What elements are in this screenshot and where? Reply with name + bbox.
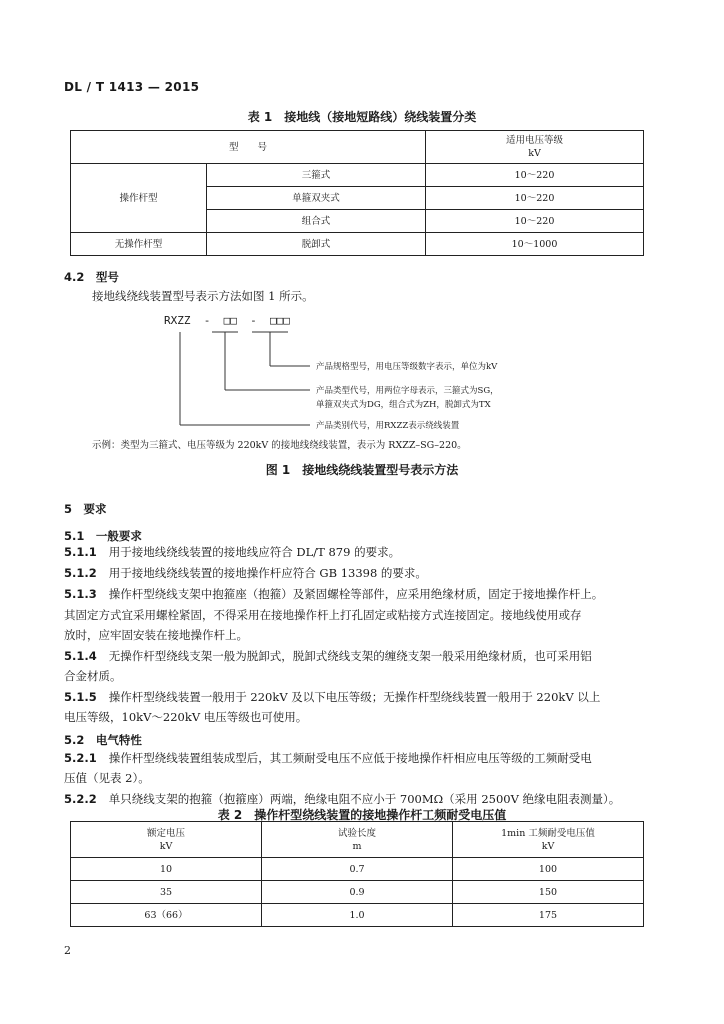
clause-text: 操作杆型绕线支架中抱箍座（抱箍）及紧固螺栓等部件，应采用绝缘材质，固定于接地操作杆上。 (108, 587, 604, 601)
section-5-heading: 5 要求 (64, 502, 107, 516)
section-4-2-intro: 接地线绕线装置型号表示方法如图 1 所示。 (92, 289, 314, 303)
clause-5-1-4-line2: 合金材质。 (64, 669, 122, 683)
type-code-description-cont: 单箍双夹式为DG，组合式为ZH，脱卸式为TX (316, 400, 491, 410)
test-length: 1.0 (262, 904, 453, 927)
voltage-range: 10～220 (426, 187, 644, 210)
type-name: 单箍双夹式 (207, 187, 426, 210)
voltage-range: 10～220 (426, 164, 644, 187)
table-row (71, 858, 644, 881)
clause-text: 无操作杆型绕线支架一般为脱卸式，脱卸式绕线支架的缠绕支架一般采用绝缘材质，也可采用铝 (108, 649, 592, 663)
rated-voltage: 35 (71, 881, 262, 904)
clause-number: 5.1.5 (64, 690, 97, 704)
page-number: 2 (64, 944, 71, 957)
header-unit: kV (541, 840, 555, 852)
clause-5-1-5 (64, 687, 600, 707)
table2-caption: 表 2 操作杆型绕线装置的接地操作杆工频耐受电压值 (217, 808, 507, 822)
header-rated-voltage (71, 822, 262, 858)
test-length: 0.9 (262, 881, 453, 904)
header-unit: m (352, 840, 362, 852)
header-type: 型 号 (71, 131, 426, 164)
group-with-rod: 操作杆型 (71, 164, 207, 233)
withstand-voltage: 100 (453, 858, 644, 881)
clause-text: 操作杆型绕线装置组装成型后，其工频耐受电压不应低于接地操作杆相应电压等级的工频耐受电 (108, 751, 592, 765)
clause-number: 5.1.3 (64, 587, 97, 601)
clause-5-2-1-line2: 压值（见表 2）。 (64, 771, 150, 785)
clause-number: 5.1.2 (64, 566, 97, 580)
section-5-2-heading: 5.2 电气特性 (64, 733, 142, 747)
type-name: 组合式 (207, 210, 426, 233)
rated-voltage: 10 (71, 858, 262, 881)
table-row (71, 904, 644, 927)
clause-number: 5.1.1 (64, 545, 97, 559)
header-voltage-label: 适用电压等级 (506, 135, 564, 146)
clause-text: 用于接地线绕线装置的接地线应符合 DL/T 879 的要求。 (108, 545, 401, 559)
clause-number: 5.1.4 (64, 649, 97, 663)
clause-5-1-3-line2: 其固定方式宜采用螺栓紧固，不得采用在接地操作杆上打孔固定或粘接方式连接固定。接地线使用或存 (64, 608, 582, 622)
clause-5-1-4 (64, 646, 592, 666)
header-voltage-unit: kV (528, 148, 541, 159)
clause-5-1-2 (64, 563, 427, 583)
section-4-2-heading: 4.2 型号 (64, 270, 119, 284)
withstand-voltage: 150 (453, 881, 644, 904)
withstand-voltage-table (70, 821, 644, 927)
header-withstand-voltage (453, 822, 644, 858)
header-test-length (262, 822, 453, 858)
clause-5-1-5-line2: 电压等级，10kV～220kV 电压等级也可使用。 (64, 710, 308, 724)
clause-text: 操作杆型绕线装置一般用于 220kV 及以下电压等级；无操作杆型绕线装置一般用于 220kV 以上 (108, 690, 601, 704)
header-unit: kV (159, 840, 173, 852)
header-label: 试验长度 (337, 827, 376, 839)
model-code-pattern: RXZZ - □□ - □□□ (164, 314, 290, 327)
clause-text: 用于接地线绕线装置的接地操作杆应符合 GB 13398 的要求。 (108, 566, 427, 580)
table1-caption: 表 1 接地线（接地短路线）绕线装置分类 (247, 110, 477, 124)
voltage-range: 10～220 (426, 210, 644, 233)
test-length: 0.7 (262, 858, 453, 881)
clause-5-1-3-line3: 放时，应牢固安装在接地操作杆上。 (64, 628, 248, 642)
voltage-range: 10～1000 (426, 233, 644, 256)
model-code-example: 示例：类型为三箍式、电压等级为 220kV 的接地线绕线装置，表示为 RXZZ–SG–220。 (92, 440, 467, 451)
figure1-caption: 图 1 接地线绕线装置型号表示方法 (265, 463, 459, 477)
type-name: 三箍式 (207, 164, 426, 187)
rated-voltage: 63（66） (71, 904, 262, 927)
table-row (71, 881, 644, 904)
category-code-description: 产品类别代号，用RXZZ表示绕线装置 (316, 421, 460, 431)
clause-number: 5.2.1 (64, 751, 97, 765)
header-label: 1min 工频耐受电压值 (501, 827, 595, 839)
type-code-description: 产品类型代号，用两位字母表示，三箍式为SG， (316, 386, 499, 396)
type-name: 脱卸式 (207, 233, 426, 256)
document-code-header: DL / T 1413 — 2015 (64, 80, 200, 94)
table-header-row (71, 822, 644, 858)
group-without-rod: 无操作杆型 (71, 233, 207, 256)
clause-5-1-1 (64, 542, 400, 562)
section-5-1-heading: 5.1 一般要求 (64, 529, 142, 543)
clause-number: 5.2.2 (64, 792, 97, 806)
header-label: 额定电压 (146, 827, 185, 839)
withstand-voltage: 175 (453, 904, 644, 927)
clause-5-2-1 (64, 748, 592, 768)
clause-text: 单只绕线支架的抱箍（抱箍座）两端，绝缘电阻不应小于 700MΩ（采用 2500V 绝缘电阻表测量）。 (108, 792, 621, 806)
spec-code-description: 产品规格型号，用电压等级数字表示，单位为kV (316, 362, 498, 372)
clause-5-1-3 (64, 584, 603, 604)
